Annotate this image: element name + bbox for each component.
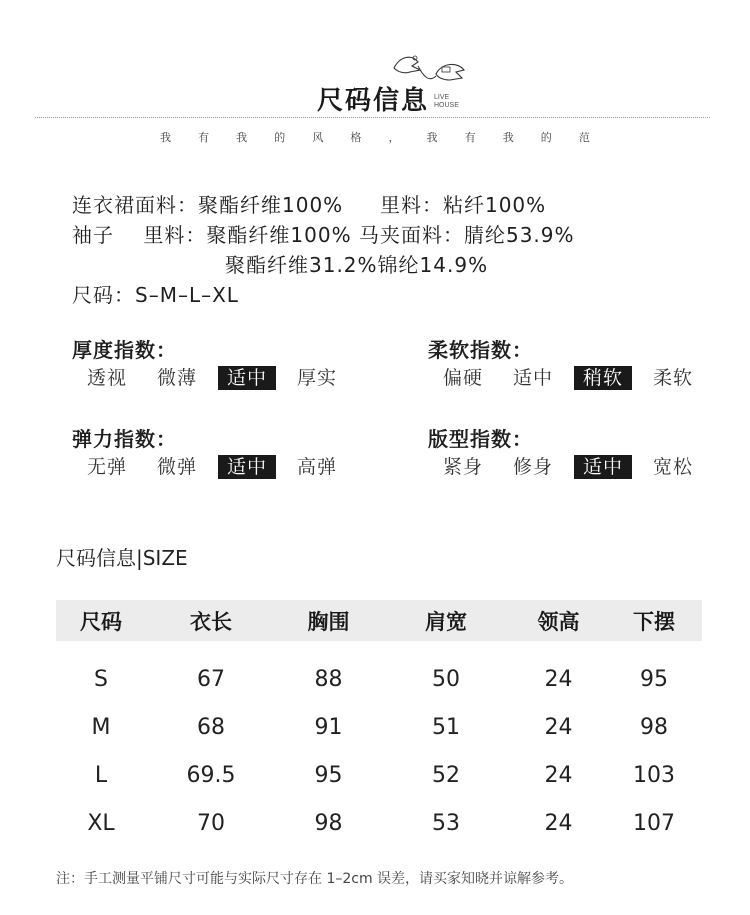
- size-table: [56, 600, 702, 847]
- slogan-char: 的: [274, 131, 286, 144]
- table-cell: 24: [544, 714, 573, 740]
- column-header: 肩宽: [425, 609, 467, 634]
- column-header: 衣长: [190, 609, 232, 634]
- table-row: [56, 751, 702, 799]
- table-cell: 103: [633, 762, 675, 788]
- table-cell: 95: [640, 666, 668, 692]
- column-header: 下摆: [633, 609, 675, 634]
- table-row: [56, 655, 702, 703]
- index-option-selected: 适中: [574, 455, 632, 479]
- table-cell: 52: [432, 762, 460, 788]
- table-cell: 69.5: [186, 762, 236, 788]
- index-option: 柔软: [652, 367, 693, 389]
- size-section-heading: 尺码信息|SIZE: [56, 546, 188, 570]
- table-row: [56, 703, 702, 751]
- index-option-selected: 稍软: [574, 366, 632, 390]
- table-cell: 98: [314, 810, 343, 836]
- table-cell: 91: [314, 714, 343, 740]
- measurement-note: 注：手工测量平铺尺寸可能与实际尺寸存在 1–2cm 误差，请买家知晓并谅解参考。: [56, 871, 574, 887]
- page-title: 尺码信息: [317, 86, 430, 116]
- index-option-selected: 适中: [218, 366, 276, 390]
- column-header: 尺码: [80, 609, 122, 634]
- table-cell: 53: [432, 810, 460, 836]
- spec-line-fabric: 连衣裙面料：聚酯纤维100% 里料：粘纤100%: [72, 193, 547, 217]
- index-option: 宽松: [652, 456, 693, 478]
- elasticity-index-title: 弹力指数：: [72, 427, 177, 451]
- thickness-index-options: [72, 366, 352, 390]
- slogan-char: 的: [540, 131, 552, 144]
- table-cell: 67: [197, 666, 225, 692]
- index-option: 厚实: [296, 367, 337, 389]
- table-cell: 24: [544, 762, 573, 788]
- index-option: 无弹: [86, 456, 127, 478]
- slogan-char: 格: [350, 131, 362, 144]
- softness-index-options: [428, 366, 708, 390]
- brand-line-1: LIVE: [434, 94, 450, 101]
- index-option: 偏硬: [442, 367, 483, 389]
- table-header: [56, 600, 702, 641]
- slogan-char: 有: [198, 131, 210, 144]
- table-cell: S: [94, 666, 108, 692]
- elasticity-index-options: [72, 455, 352, 479]
- table-cell: XL: [87, 810, 115, 836]
- index-option: 紧身: [442, 456, 483, 478]
- spec-line-sleeve: 袖子 里料：聚酯纤维100% 马夹面料：腈纶53.9%: [72, 223, 575, 247]
- slogan-char: 有: [464, 131, 476, 144]
- table-cell: 24: [544, 810, 573, 836]
- table-cell: 88: [314, 666, 343, 692]
- slogan-char: 我: [160, 131, 171, 144]
- slogan-char: 我: [236, 131, 248, 144]
- slogan-char: 风: [312, 131, 324, 144]
- index-option-selected: 适中: [218, 455, 276, 479]
- index-option: 微薄: [156, 367, 197, 389]
- index-option: 适中: [512, 367, 553, 389]
- page-header: [0, 0, 750, 150]
- brand-logo-text: [434, 94, 459, 110]
- fit-index-title: 版型指数：: [428, 427, 533, 451]
- column-header: 领高: [537, 609, 580, 634]
- column-header: 胸围: [307, 609, 350, 634]
- index-option: 透视: [86, 367, 127, 389]
- table-body: [56, 641, 702, 847]
- fit-index-options: [428, 455, 708, 479]
- index-option: 微弹: [156, 456, 197, 478]
- table-cell: 98: [640, 714, 668, 740]
- index-option: 修身: [512, 456, 553, 478]
- slogan-char: ，: [388, 131, 400, 144]
- table-cell: 51: [432, 714, 460, 740]
- brand-line-2: HOUSE: [434, 102, 459, 109]
- slogan: [160, 129, 590, 145]
- table-cell: M: [91, 714, 111, 740]
- table-row: [56, 799, 702, 847]
- table-cell: L: [94, 762, 108, 788]
- dotted-divider: [35, 117, 710, 118]
- index-option: 高弹: [296, 456, 337, 478]
- table-cell: 107: [633, 810, 675, 836]
- table-cell: 95: [314, 762, 343, 788]
- slogan-char: 我: [502, 131, 514, 144]
- spec-line-blend: 聚酯纤维31.2%锦纶14.9%: [225, 253, 489, 277]
- table-cell: 70: [197, 810, 225, 836]
- slogan-char: 范: [578, 131, 590, 144]
- table-cell: 50: [432, 666, 460, 692]
- softness-index-title: 柔软指数：: [428, 338, 533, 362]
- slogan-char: 我: [426, 131, 438, 144]
- spec-line-sizes: 尺码：S–M–L–XL: [72, 283, 239, 307]
- thickness-index-title: 厚度指数：: [72, 338, 177, 362]
- table-cell: 68: [197, 714, 225, 740]
- table-cell: 24: [544, 666, 573, 692]
